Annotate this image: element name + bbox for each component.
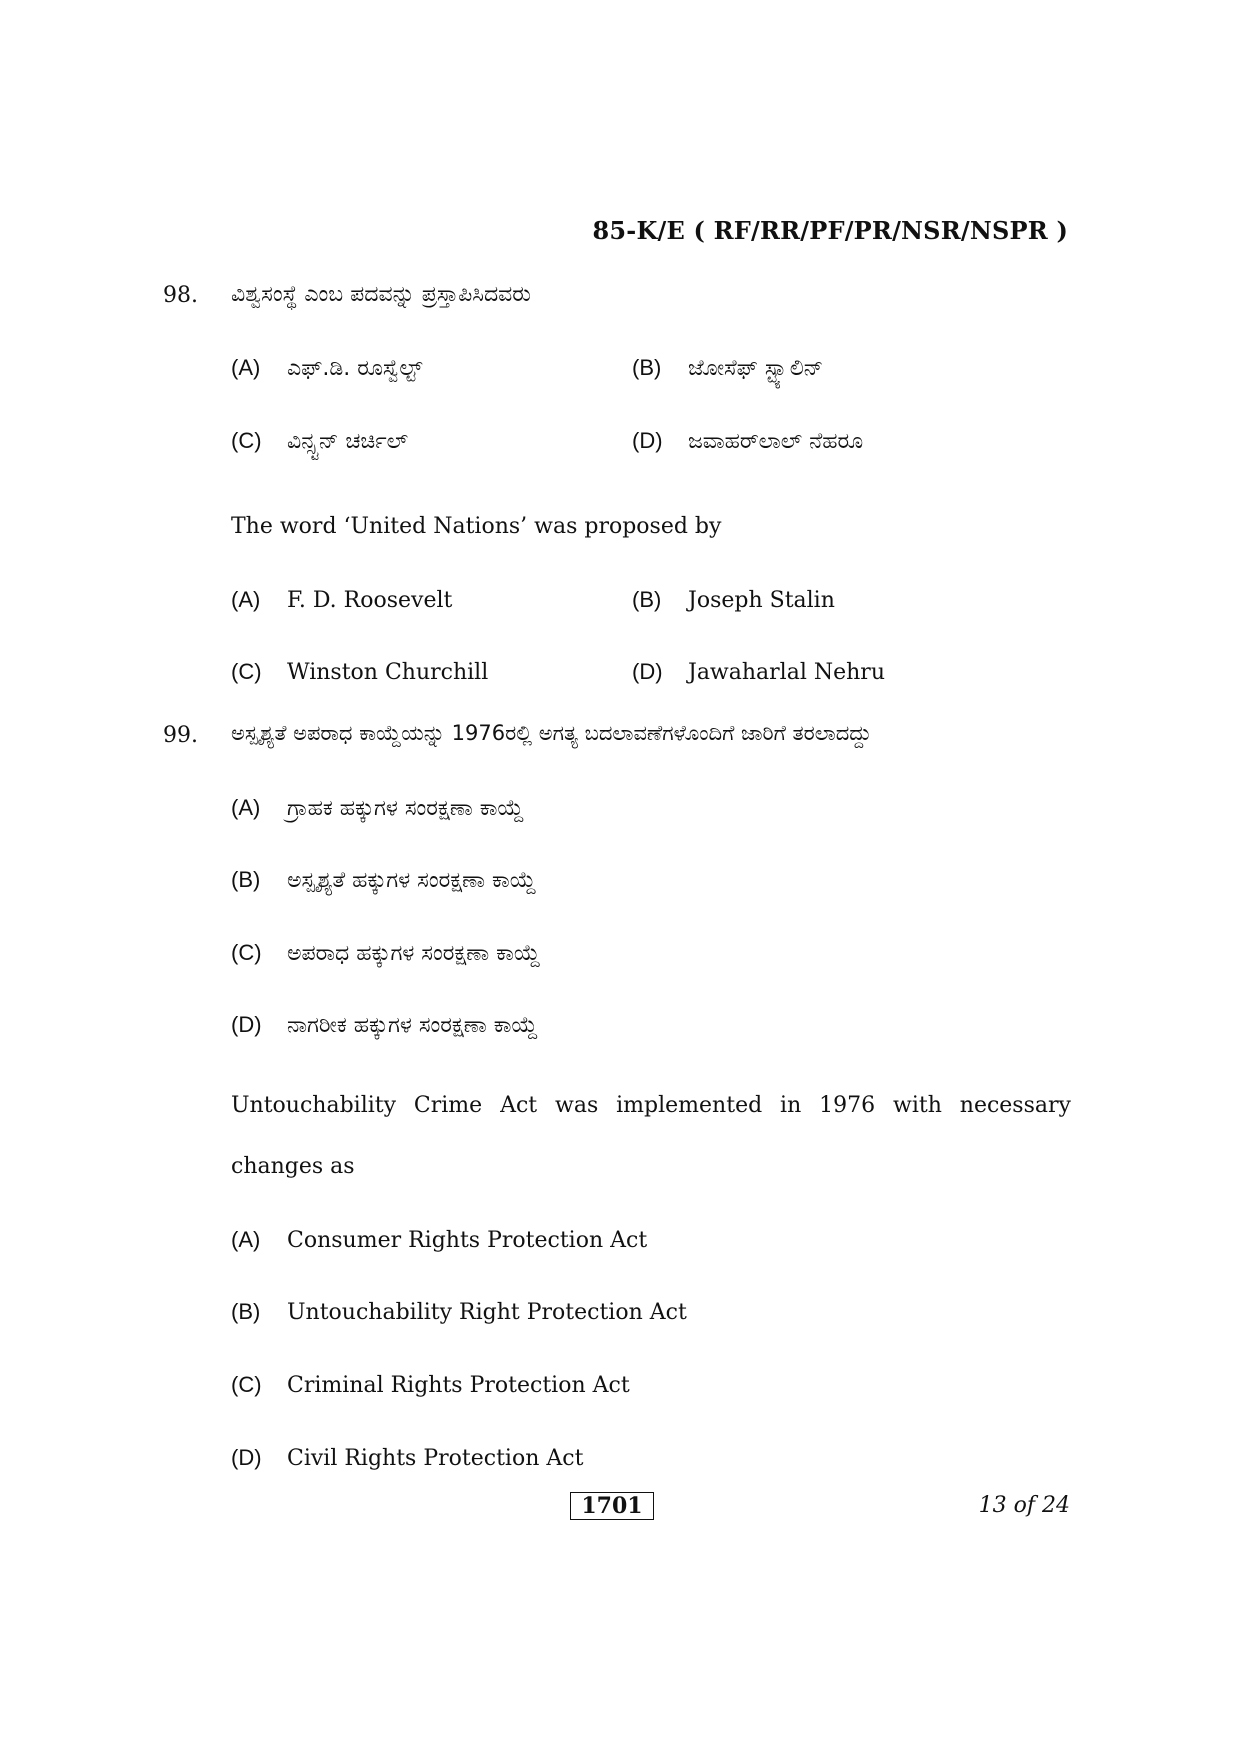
- option-text: ಜೋಸೆಫ್ ಸ್ಟ್ಯಾಲಿನ್: [688, 356, 824, 381]
- option-d-english: [231, 1445, 583, 1471]
- option-text: ಅಪರಾಧ ಹಕ್ಕುಗಳ ಸಂರಕ್ಷಣಾ ಕಾಯ್ದೆ: [287, 941, 541, 966]
- word: with: [893, 1093, 942, 1118]
- paper-code: 85-K/E ( RF/RR/PF/PR/NSR/NSPR ): [592, 216, 1068, 245]
- word: Crime: [413, 1093, 483, 1118]
- option-letter: (B): [231, 1299, 261, 1324]
- question-text-english: The word ‘United Nations’ was proposed by: [231, 514, 722, 539]
- word: was: [555, 1093, 599, 1118]
- word: implemented: [616, 1093, 763, 1118]
- option-text: Untouchability Right Protection Act: [287, 1300, 687, 1325]
- option-b-kannada: [632, 355, 823, 381]
- option-d-kannada: [231, 1012, 538, 1038]
- option-text: Winston Churchill: [287, 660, 489, 685]
- question-text-english-line1: [231, 1093, 1071, 1118]
- option-b-kannada: [231, 867, 536, 893]
- option-text: ನಾಗರೀಕ ಹಕ್ಕುಗಳ ಸಂರಕ್ಷಣಾ ಕಾಯ್ದೆ: [287, 1013, 538, 1038]
- option-text: ಜವಾಹರ್‌ಲಾಲ್ ನೆಹರೂ: [688, 429, 864, 454]
- question-text-kannada: ಅಸ್ಪೃಶ್ಯತೆ ಅಪರಾಧ ಕಾಯ್ದೆಯನ್ನು 1976ರಲ್ಲಿ ಅಗತ್ಯ ಬದಲಾವಣೆಗಳೊಂದಿಗೆ ಜಾರಿಗೆ ತರಲಾದದ್ದು: [231, 721, 872, 745]
- option-d-kannada: [632, 428, 863, 454]
- question-text-kannada: ವಿಶ್ವಸಂಸ್ಥೆ ಎಂಬ ಪದವನ್ನು ಪ್ರಸ್ತಾಪಿಸಿದವರು: [231, 282, 531, 307]
- option-text: Joseph Stalin: [688, 588, 835, 613]
- option-letter: (D): [632, 428, 663, 453]
- option-b-english: [632, 587, 835, 613]
- question-text-english-line2: changes as: [231, 1154, 355, 1179]
- option-text: Jawaharlal Nehru: [688, 660, 885, 685]
- option-text: ವಿನ್ಸ್ಟನ್ ಚರ್ಚಿಲ್: [287, 429, 408, 454]
- option-letter: (D): [231, 1012, 262, 1037]
- option-text: ಗ್ರಾಹಕ ಹಕ್ಕುಗಳ ಸಂರಕ್ಷಣಾ ಕಾಯ್ದೆ: [287, 796, 524, 821]
- option-letter: (B): [632, 587, 662, 612]
- option-letter: (C): [231, 1372, 262, 1397]
- option-text: ಅಸ್ಪೃಶ್ಯತೆ ಹಕ್ಕುಗಳ ಸಂರಕ್ಷಣಾ ಕಾಯ್ದೆ: [287, 868, 537, 893]
- option-letter: (C): [231, 428, 262, 453]
- word: Act: [500, 1093, 538, 1118]
- option-letter: (B): [632, 355, 662, 380]
- option-b-english: [231, 1299, 687, 1325]
- option-a-kannada: [231, 355, 422, 381]
- option-c-english: [231, 659, 488, 685]
- booklet-code: 1701: [570, 1492, 654, 1520]
- option-text: Criminal Rights Protection Act: [287, 1373, 630, 1398]
- option-c-english: [231, 1372, 630, 1398]
- option-d-english: [632, 659, 885, 685]
- word: Untouchability: [231, 1093, 397, 1118]
- option-text: ಎಫ್.ಡಿ. ರೂಸ್ವೆಲ್ಟ್: [287, 356, 423, 381]
- option-letter: (A): [231, 1227, 261, 1252]
- option-letter: (C): [231, 940, 262, 965]
- option-a-kannada: [231, 795, 524, 821]
- option-letter: (B): [231, 867, 261, 892]
- option-text: F. D. Roosevelt: [287, 588, 453, 613]
- option-c-kannada: [231, 940, 540, 966]
- option-letter: (A): [231, 795, 261, 820]
- option-letter: (C): [231, 659, 262, 684]
- option-letter: (D): [231, 1445, 262, 1470]
- option-text: Consumer Rights Protection Act: [287, 1228, 648, 1253]
- option-letter: (A): [231, 355, 261, 380]
- word: necessary: [959, 1093, 1071, 1118]
- word: 1976: [819, 1093, 876, 1118]
- question-number: 98.: [163, 283, 198, 308]
- option-text: Civil Rights Protection Act: [287, 1446, 584, 1471]
- option-letter: (A): [231, 587, 261, 612]
- word: in: [780, 1093, 802, 1118]
- option-letter: (D): [632, 659, 663, 684]
- option-c-kannada: [231, 428, 408, 454]
- option-a-english: [231, 1227, 647, 1253]
- page-indicator: 13 of 24: [978, 1493, 1070, 1518]
- question-number: 99.: [163, 723, 198, 748]
- option-a-english: [231, 587, 452, 613]
